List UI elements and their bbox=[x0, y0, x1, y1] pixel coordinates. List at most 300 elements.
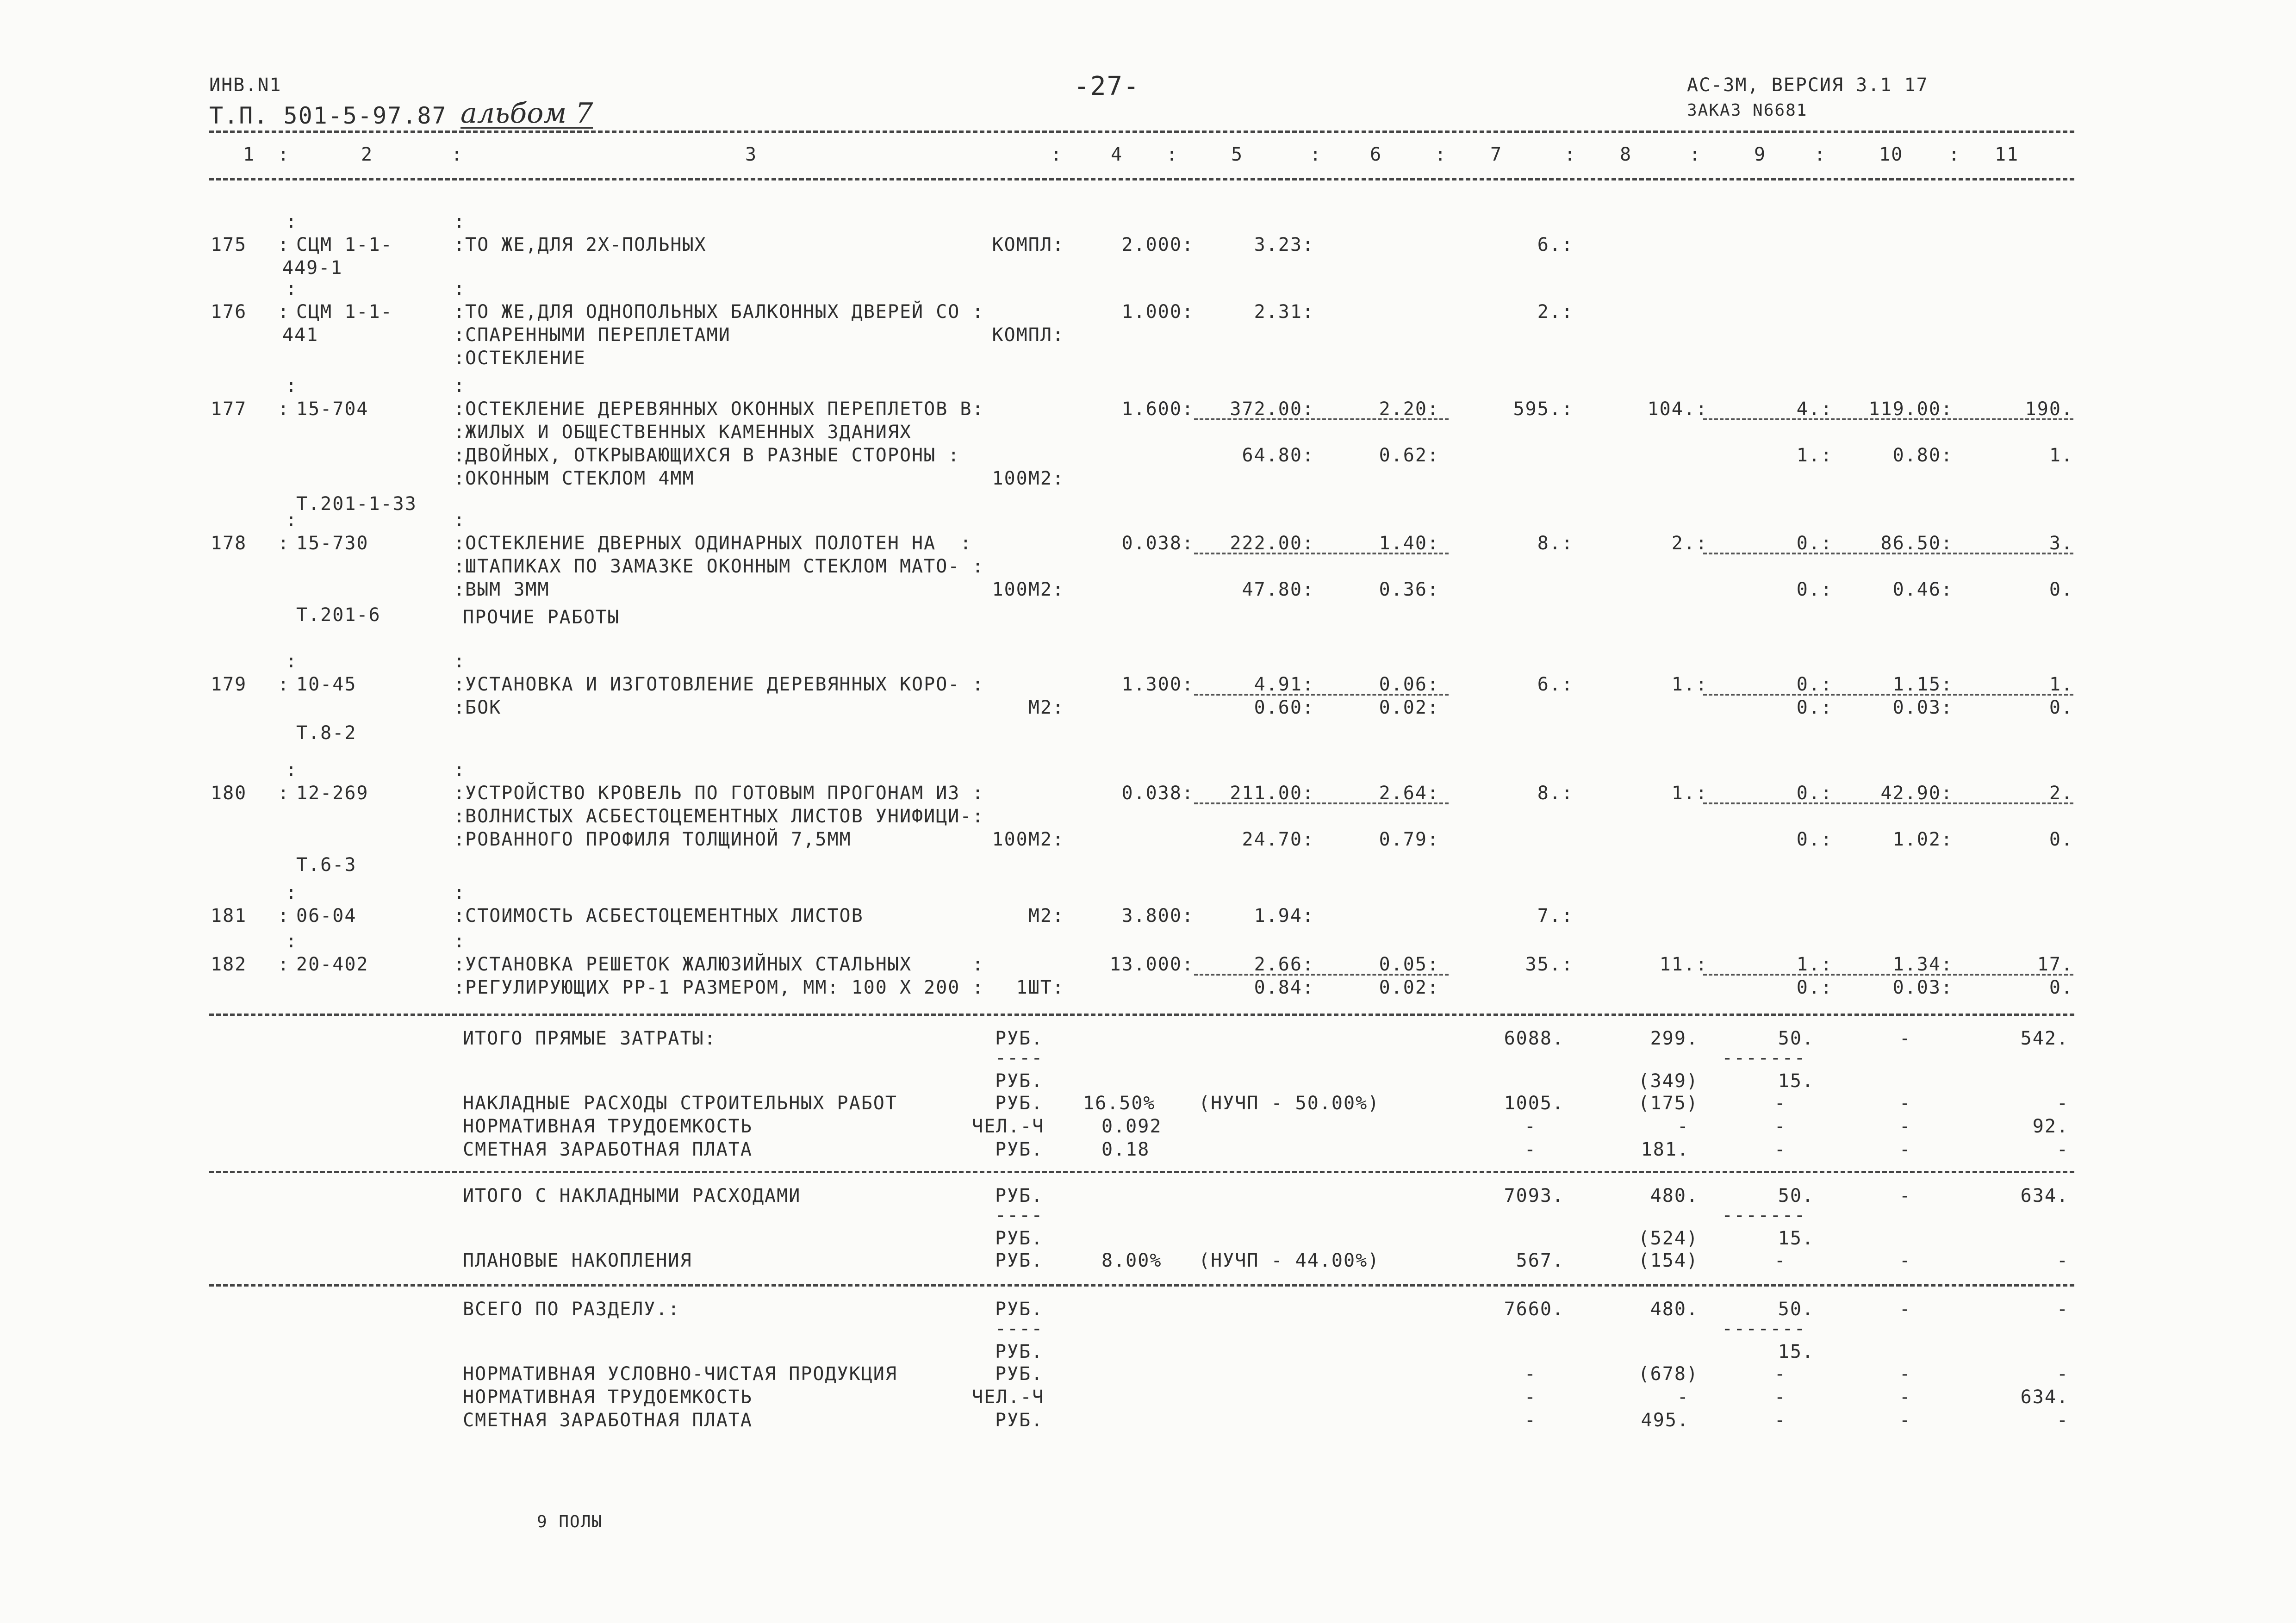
row-description: УСТАНОВКА РЕШЕТОК ЖАЛЮЗИЙНЫХ СТАЛЬНЫХ : bbox=[465, 954, 984, 975]
row-unit-price: 2.31: bbox=[1254, 301, 1314, 323]
project-code: Т.П. 501-5-97.87 bbox=[209, 102, 447, 129]
direct-costs-unit2: РУБ. bbox=[995, 1070, 1044, 1092]
column-separator: : bbox=[1564, 144, 1577, 165]
row-labor-total-2: 1. bbox=[2049, 445, 2073, 466]
direct-c9: 50. bbox=[1778, 1028, 1814, 1049]
row-unit-wage: 0.06: bbox=[1379, 674, 1439, 695]
row-unit-machine: 0.36: bbox=[1379, 579, 1439, 600]
column-separator: : bbox=[451, 144, 464, 165]
row-reference: Т.6-3 bbox=[296, 854, 357, 876]
with-overhead-c11: 634. bbox=[2020, 1185, 2069, 1206]
direct-c9b: 15. bbox=[1778, 1070, 1814, 1092]
overhead-label: НАКЛАДНЫЕ РАСХОДЫ СТРОИТЕЛЬНЫХ РАБОТ bbox=[463, 1093, 897, 1114]
row-labor-total-2: 0. bbox=[2049, 977, 2073, 998]
labor2-c7: - bbox=[1524, 1387, 1537, 1408]
row-total-cost: 8.: bbox=[1537, 783, 1574, 804]
row-description: ШТАПИКАХ ПО ЗАМАЗКЕ ОКОННЫМ СТЕКЛОМ МАТО- : bbox=[465, 556, 984, 577]
row-labor-total: 2. bbox=[2049, 783, 2073, 804]
row-sub-rule bbox=[1194, 694, 1449, 696]
with-overhead-c9: 50. bbox=[1778, 1185, 1814, 1206]
row-colon: : bbox=[454, 324, 466, 346]
row-total-wage: 2.: bbox=[1671, 533, 1708, 554]
row-description: ОКОННЫМ СТЕКЛОМ 4ММ bbox=[465, 468, 695, 489]
album-handwritten: альбом 7 bbox=[460, 97, 593, 130]
section-total-c8: 480. bbox=[1650, 1299, 1699, 1320]
row-quantity: 13.000: bbox=[1109, 954, 1194, 975]
table-end-rule bbox=[209, 1014, 2074, 1016]
direct-c8b: (349) bbox=[1638, 1070, 1699, 1092]
labor-c7: - bbox=[1524, 1116, 1537, 1137]
row-colon: : bbox=[454, 783, 466, 804]
profit-c7: 567. bbox=[1516, 1250, 1564, 1271]
column-separator: : bbox=[1814, 144, 1827, 165]
row-total-wage: 1.: bbox=[1671, 674, 1708, 695]
row-machine-wage: 0.: bbox=[1796, 829, 1833, 850]
row-code: СЦМ 1-1- bbox=[296, 234, 393, 255]
row-unit-machine: 0.02: bbox=[1379, 977, 1439, 998]
wage-label: СМЕТНАЯ ЗАРАБОТНАЯ ПЛАТА bbox=[463, 1139, 753, 1160]
row-code: 449-1 bbox=[282, 257, 343, 279]
row-labor-total: 1. bbox=[2049, 674, 2073, 695]
row-sub-rule bbox=[1703, 802, 2073, 804]
row-unit-price: 372.00: bbox=[1230, 398, 1314, 420]
row-sub-rule bbox=[1703, 418, 2073, 420]
header-rule bbox=[209, 131, 2074, 133]
row-colon: : bbox=[454, 697, 466, 718]
row-unit-wage: 2.20: bbox=[1379, 398, 1439, 420]
row-description: ТО ЖЕ,ДЛЯ 2Х-ПОЛЬНЫХ bbox=[465, 234, 707, 255]
column-header-11: 11 bbox=[1995, 144, 2019, 165]
profit-label: ПЛАНОВЫЕ НАКОПЛЕНИЯ bbox=[463, 1250, 692, 1271]
row-total-cost: 6.: bbox=[1537, 674, 1574, 695]
inventory-number: ИНВ.N1 bbox=[209, 75, 282, 96]
row-colon: : bbox=[454, 977, 466, 998]
row-description: ВОЛНИСТЫХ АСБЕСТОЦЕМЕНТНЫХ ЛИСТОВ УНИФИЦИ-: bbox=[465, 806, 984, 827]
row-unit-price-wage: 24.70: bbox=[1242, 829, 1314, 850]
row-colon: : bbox=[454, 674, 466, 695]
row-number: 178 bbox=[211, 533, 247, 554]
wage2-unit: РУБ. bbox=[995, 1410, 1044, 1431]
row-sub-rule bbox=[1194, 974, 1449, 976]
profit-unit: РУБ. bbox=[995, 1250, 1044, 1271]
row-colon: : bbox=[454, 882, 466, 903]
section-total-unit: РУБ. bbox=[995, 1299, 1044, 1320]
wage-unit: РУБ. bbox=[995, 1139, 1044, 1160]
direct-c7: 6088. bbox=[1504, 1028, 1564, 1049]
overhead-c8: (175) bbox=[1638, 1093, 1699, 1114]
column-header-3: 3 bbox=[745, 144, 758, 165]
labor2-unit: ЧЕЛ.-Ч bbox=[972, 1387, 1045, 1408]
row-number: 180 bbox=[211, 783, 247, 804]
row-unit-price: 222.00: bbox=[1230, 533, 1314, 554]
overhead-c11: - bbox=[2056, 1093, 2069, 1114]
net-product-c10: - bbox=[1899, 1363, 1911, 1385]
with-overhead-c9-sep: ------- bbox=[1722, 1205, 1806, 1226]
row-unit-machine: 0.02: bbox=[1379, 697, 1439, 718]
row-total-cost: 35.: bbox=[1525, 954, 1574, 975]
row-colon: : bbox=[454, 278, 466, 299]
row-colon: : bbox=[454, 533, 466, 554]
wage2-c9: - bbox=[1774, 1410, 1786, 1431]
row-machine-cost: 0.: bbox=[1796, 533, 1833, 554]
row-sub-rule bbox=[1703, 974, 2073, 976]
row-labor-total: 3. bbox=[2049, 533, 2073, 554]
row-labor-unit: 86.50: bbox=[1880, 533, 1953, 554]
row-labor-unit: 1.34: bbox=[1892, 954, 1953, 975]
row-labor-total: 190. bbox=[2025, 398, 2073, 420]
row-total-cost: 595.: bbox=[1513, 398, 1574, 420]
column-separator: : bbox=[1689, 144, 1702, 165]
row-sub-rule bbox=[1194, 418, 1449, 420]
profit-note: (НУЧП - 44.00%) bbox=[1199, 1250, 1380, 1271]
row-unit: КОМПЛ: bbox=[992, 234, 1064, 255]
row-colon: : bbox=[278, 783, 290, 804]
row-code: 12-269 bbox=[296, 783, 369, 804]
row-unit-wage: 0.05: bbox=[1379, 954, 1439, 975]
row-colon: : bbox=[278, 905, 290, 927]
row-description: УСТРОЙСТВО КРОВЕЛЬ ПО ГОТОВЫМ ПРОГОНАМ ИЗ : bbox=[465, 783, 984, 804]
row-unit-price-wage: 0.84: bbox=[1254, 977, 1314, 998]
with-overhead-sep: ---- bbox=[995, 1205, 1044, 1226]
column-separator: : bbox=[278, 144, 290, 165]
net-product-unit: РУБ. bbox=[995, 1363, 1044, 1385]
row-description: ОСТЕКЛЕНИЕ bbox=[465, 348, 586, 369]
row-machine-wage: 1.: bbox=[1796, 445, 1833, 466]
row-number: 182 bbox=[211, 954, 247, 975]
wage2-c8: 495. bbox=[1641, 1410, 1689, 1431]
row-quantity: 1.000: bbox=[1121, 301, 1194, 323]
row-labor-unit: 1.15: bbox=[1892, 674, 1953, 695]
row-colon: : bbox=[278, 398, 290, 420]
section-total-label: ВСЕГО ПО РАЗДЕЛУ.: bbox=[463, 1299, 680, 1320]
row-number: 177 bbox=[211, 398, 247, 420]
row-reference: Т.201-6 bbox=[296, 604, 381, 626]
row-sub-rule bbox=[1194, 802, 1449, 804]
row-colon: : bbox=[278, 234, 290, 255]
row-description: ОСТЕКЛЕНИЕ ДВЕРНЫХ ОДИНАРНЫХ ПОЛОТЕН НА : bbox=[465, 533, 972, 554]
column-header-10: 10 bbox=[1879, 144, 1904, 165]
with-overhead-c7: 7093. bbox=[1504, 1185, 1564, 1206]
row-labor-unit: 119.00: bbox=[1868, 398, 1953, 420]
row-labor-total-2: 0. bbox=[2049, 829, 2073, 850]
direct-c9-sep: ------- bbox=[1722, 1047, 1806, 1069]
row-quantity: 3.800: bbox=[1121, 905, 1194, 927]
row-description: ТО ЖЕ,ДЛЯ ОДНОПОЛЬНЫХ БАЛКОННЫХ ДВЕРЕЙ СО : bbox=[465, 301, 984, 323]
profit-c10: - bbox=[1899, 1250, 1911, 1271]
section-other-works: ПРОЧИЕ РАБОТЫ bbox=[463, 607, 620, 628]
column-separator: : bbox=[1166, 144, 1179, 165]
row-colon: : bbox=[286, 510, 298, 531]
row-unit: 100М2: bbox=[992, 579, 1064, 600]
with-overhead-unit2: РУБ. bbox=[995, 1228, 1044, 1249]
row-labor-total: 17. bbox=[2037, 954, 2073, 975]
row-colon: : bbox=[454, 348, 466, 369]
row-machine-wage: 0.: bbox=[1796, 579, 1833, 600]
row-colon: : bbox=[286, 278, 298, 299]
wage2-c10: - bbox=[1899, 1410, 1911, 1431]
direct-costs-sep: ---- bbox=[995, 1047, 1044, 1069]
wage2-c11: - bbox=[2056, 1410, 2069, 1431]
overhead-unit: РУБ. bbox=[995, 1093, 1044, 1114]
overhead-note: (НУЧП - 50.00%) bbox=[1199, 1093, 1380, 1114]
program-version: АС-3М, ВЕРСИЯ 3.1 17 bbox=[1687, 75, 1929, 96]
row-number: 176 bbox=[211, 301, 247, 323]
row-colon: : bbox=[454, 954, 466, 975]
wage-c10: - bbox=[1899, 1139, 1911, 1160]
column-header-6: 6 bbox=[1370, 144, 1382, 165]
order-number: ЗАКАЗ N6681 bbox=[1687, 101, 1808, 120]
row-colon: : bbox=[454, 806, 466, 827]
row-colon: : bbox=[454, 905, 466, 927]
row-machine-cost: 0.: bbox=[1796, 674, 1833, 695]
wage2-label: СМЕТНАЯ ЗАРАБОТНАЯ ПЛАТА bbox=[463, 1410, 753, 1431]
section-total-sep: ---- bbox=[995, 1318, 1044, 1339]
row-labor-unit-2: 0.46: bbox=[1892, 579, 1953, 600]
wage-c8: 181. bbox=[1641, 1139, 1689, 1160]
labor2-c8: - bbox=[1677, 1387, 1689, 1408]
labor-c8: - bbox=[1677, 1116, 1689, 1137]
row-unit-price: 2.66: bbox=[1254, 954, 1314, 975]
row-labor-total-2: 0. bbox=[2049, 579, 2073, 600]
row-code: СЦМ 1-1- bbox=[296, 301, 393, 323]
row-unit: 1ШТ: bbox=[1016, 977, 1064, 998]
profit-c11: - bbox=[2056, 1250, 2069, 1271]
row-colon: : bbox=[454, 398, 466, 420]
with-overhead-c10: - bbox=[1899, 1185, 1911, 1206]
row-description: РОВАННОГО ПРОФИЛЯ ТОЛЩИНОЙ 7,5ММ bbox=[465, 829, 852, 850]
column-separator: : bbox=[1310, 144, 1322, 165]
row-description: РЕГУЛИРУЮЩИХ РР-1 РАЗМЕРОМ, ММ: 100 Х 200 : bbox=[465, 977, 984, 998]
row-code: 441 bbox=[282, 324, 319, 346]
row-code: 06-04 bbox=[296, 905, 357, 927]
section-total-c9-sep: ------- bbox=[1722, 1318, 1806, 1339]
labor-val: 0.092 bbox=[1101, 1116, 1162, 1137]
column-header-1: 1 bbox=[243, 144, 255, 165]
row-code: 10-45 bbox=[296, 674, 357, 695]
row-unit-price-wage: 64.80: bbox=[1242, 445, 1314, 466]
labor2-c10: - bbox=[1899, 1387, 1911, 1408]
with-overhead-label: ИТОГО С НАКЛАДНЫМИ РАСХОДАМИ bbox=[463, 1185, 801, 1206]
row-number: 181 bbox=[211, 905, 247, 927]
row-total-wage: 11.: bbox=[1659, 954, 1708, 975]
row-description: СПАРЕННЫМИ ПЕРЕПЛЕТАМИ bbox=[465, 324, 731, 346]
column-separator: : bbox=[1435, 144, 1447, 165]
row-code: 15-730 bbox=[296, 533, 369, 554]
row-number: 179 bbox=[211, 674, 247, 695]
row-machine-cost: 4.: bbox=[1796, 398, 1833, 420]
row-quantity: 2.000: bbox=[1121, 234, 1194, 255]
net-product-c11: - bbox=[2056, 1363, 2069, 1385]
net-product-c8: (678) bbox=[1638, 1363, 1699, 1385]
direct-costs-label: ИТОГО ПРЯМЫЕ ЗАТРАТЫ: bbox=[463, 1028, 716, 1049]
overhead-c10: - bbox=[1899, 1093, 1911, 1114]
column-separator: : bbox=[1948, 144, 1961, 165]
row-colon: : bbox=[454, 759, 466, 781]
row-colon: : bbox=[454, 445, 466, 466]
section-total-unit2: РУБ. bbox=[995, 1341, 1044, 1362]
profit-c8: (154) bbox=[1638, 1250, 1699, 1271]
row-colon: : bbox=[454, 234, 466, 255]
labor-c11: 92. bbox=[2032, 1116, 2069, 1137]
row-colon: : bbox=[454, 422, 466, 443]
row-colon: : bbox=[454, 651, 466, 672]
row-labor-unit: 42.90: bbox=[1880, 783, 1953, 804]
row-code: 20-402 bbox=[296, 954, 369, 975]
section-total-c11: - bbox=[2056, 1299, 2069, 1320]
row-sub-rule bbox=[1703, 553, 2073, 554]
row-unit-machine: 0.79: bbox=[1379, 829, 1439, 850]
row-unit-price: 1.94: bbox=[1254, 905, 1314, 927]
column-separator: : bbox=[1051, 144, 1063, 165]
column-header-4: 4 bbox=[1111, 144, 1123, 165]
row-machine-cost: 1.: bbox=[1796, 954, 1833, 975]
net-product-c7: - bbox=[1524, 1363, 1537, 1385]
labor2-c9: - bbox=[1774, 1387, 1786, 1408]
column-header-8: 8 bbox=[1620, 144, 1632, 165]
row-description: ВЫМ 3ММ bbox=[465, 579, 550, 600]
row-colon: : bbox=[454, 211, 466, 232]
row-colon: : bbox=[454, 375, 466, 397]
with-overhead-c8b: (524) bbox=[1638, 1228, 1699, 1249]
overhead-pct: 16.50% bbox=[1083, 1093, 1156, 1114]
row-colon: : bbox=[454, 829, 466, 850]
row-sub-rule bbox=[1194, 553, 1449, 554]
row-unit: 100М2: bbox=[992, 829, 1064, 850]
row-colon: : bbox=[278, 301, 290, 323]
labor2-label: НОРМАТИВНАЯ ТРУДОЕМКОСТЬ bbox=[463, 1387, 753, 1408]
row-labor-unit-2: 0.80: bbox=[1892, 445, 1953, 466]
overhead-end-rule bbox=[209, 1171, 2074, 1173]
row-unit: М2: bbox=[1028, 905, 1064, 927]
net-product-label: НОРМАТИВНАЯ УСЛОВНО-ЧИСТАЯ ПРОДУКЦИЯ bbox=[463, 1363, 897, 1385]
row-unit-wage: 2.64: bbox=[1379, 783, 1439, 804]
direct-costs-unit: РУБ. bbox=[995, 1028, 1044, 1049]
direct-c10: - bbox=[1899, 1028, 1911, 1049]
wage-c11: - bbox=[2056, 1139, 2069, 1160]
row-total-cost: 7.: bbox=[1537, 905, 1574, 927]
with-overhead-c8: 480. bbox=[1650, 1185, 1699, 1206]
overhead-c9: - bbox=[1774, 1093, 1786, 1114]
row-description: СТОИМОСТЬ АСБЕСТОЦЕМЕНТНЫХ ЛИСТОВ bbox=[465, 905, 864, 927]
row-machine-wage: 0.: bbox=[1796, 977, 1833, 998]
direct-c11: 542. bbox=[2020, 1028, 2069, 1049]
row-description: ЖИЛЫХ И ОБЩЕСТВЕННЫХ КАМЕННЫХ ЗДАНИЯХ bbox=[465, 422, 912, 443]
row-reference: Т.8-2 bbox=[296, 722, 357, 744]
row-unit-price: 4.91: bbox=[1254, 674, 1314, 695]
row-unit-price: 3.23: bbox=[1254, 234, 1314, 255]
row-colon: : bbox=[454, 931, 466, 952]
wage-c9: - bbox=[1774, 1139, 1786, 1160]
row-quantity: 1.300: bbox=[1121, 674, 1194, 695]
row-description: БОК bbox=[465, 697, 502, 718]
column-header-2: 2 bbox=[361, 144, 373, 165]
row-total-wage: 1.: bbox=[1671, 783, 1708, 804]
row-colon: : bbox=[454, 579, 466, 600]
row-description: ОСТЕКЛЕНИЕ ДЕРЕВЯННЫХ ОКОННЫХ ПЕРЕПЛЕТОВ В: bbox=[465, 398, 984, 420]
row-unit-price-wage: 47.80: bbox=[1242, 579, 1314, 600]
row-machine-wage: 0.: bbox=[1796, 697, 1833, 718]
profit-c9: - bbox=[1774, 1250, 1786, 1271]
row-quantity: 0.038: bbox=[1121, 783, 1194, 804]
profit-pct: 8.00% bbox=[1101, 1250, 1162, 1271]
row-description: УСТАНОВКА И ИЗГОТОВЛЕНИЕ ДЕРЕВЯННЫХ КОРО- : bbox=[465, 674, 984, 695]
profit-end-rule bbox=[209, 1284, 2074, 1287]
column-header-5: 5 bbox=[1231, 144, 1244, 165]
row-unit-wage: 1.40: bbox=[1379, 533, 1439, 554]
overhead-c7: 1005. bbox=[1504, 1093, 1564, 1114]
row-code: 15-704 bbox=[296, 398, 369, 420]
row-unit-price: 211.00: bbox=[1230, 783, 1314, 804]
row-sub-rule bbox=[1703, 694, 2073, 696]
row-colon: : bbox=[286, 759, 298, 781]
page-number: -27- bbox=[1074, 71, 1140, 101]
section-total-c10: - bbox=[1899, 1299, 1911, 1320]
row-total-cost: 2.: bbox=[1537, 301, 1574, 323]
with-overhead-c9b: 15. bbox=[1778, 1228, 1814, 1249]
row-labor-unit-2: 0.03: bbox=[1892, 977, 1953, 998]
direct-c8: 299. bbox=[1650, 1028, 1699, 1049]
row-colon: : bbox=[286, 651, 298, 672]
wage-val: 0.18 bbox=[1101, 1139, 1150, 1160]
row-colon: : bbox=[454, 468, 466, 489]
row-unit: 100М2: bbox=[992, 468, 1064, 489]
labor-c10: - bbox=[1899, 1116, 1911, 1137]
with-overhead-unit: РУБ. bbox=[995, 1185, 1044, 1206]
row-reference: Т.201-1-33 bbox=[296, 493, 417, 515]
row-unit: КОМПЛ: bbox=[992, 324, 1064, 346]
next-section-title: 9 ПОЛЫ bbox=[537, 1512, 603, 1531]
row-colon: : bbox=[278, 954, 290, 975]
row-machine-cost: 0.: bbox=[1796, 783, 1833, 804]
section-total-c9b: 15. bbox=[1778, 1341, 1814, 1362]
row-colon: : bbox=[278, 533, 290, 554]
row-unit: М2: bbox=[1028, 697, 1064, 718]
labor-label: НОРМАТИВНАЯ ТРУДОЕМКОСТЬ bbox=[463, 1116, 753, 1137]
row-quantity: 0.038: bbox=[1121, 533, 1194, 554]
row-quantity: 1.600: bbox=[1121, 398, 1194, 420]
row-description: ДВОЙНЫХ, ОТКРЫВАЮЩИХСЯ В РАЗНЫЕ СТОРОНЫ : bbox=[465, 445, 960, 466]
wage2-c7: - bbox=[1524, 1410, 1537, 1431]
labor2-c11: 634. bbox=[2020, 1387, 2069, 1408]
row-colon: : bbox=[286, 375, 298, 397]
section-total-c7: 7660. bbox=[1504, 1299, 1564, 1320]
column-header-7: 7 bbox=[1490, 144, 1503, 165]
row-number: 175 bbox=[211, 234, 247, 255]
row-colon: : bbox=[454, 556, 466, 577]
row-colon: : bbox=[454, 510, 466, 531]
row-labor-total-2: 0. bbox=[2049, 697, 2073, 718]
row-colon: : bbox=[286, 882, 298, 903]
column-header-rule bbox=[209, 178, 2074, 180]
row-unit-machine: 0.62: bbox=[1379, 445, 1439, 466]
labor-unit: ЧЕЛ.-Ч bbox=[972, 1116, 1045, 1137]
section-total-c9: 50. bbox=[1778, 1299, 1814, 1320]
row-colon: : bbox=[278, 674, 290, 695]
wage-c7: - bbox=[1524, 1139, 1537, 1160]
row-total-cost: 8.: bbox=[1537, 533, 1574, 554]
row-total-cost: 6.: bbox=[1537, 234, 1574, 255]
net-product-c9: - bbox=[1774, 1363, 1786, 1385]
row-labor-unit-2: 0.03: bbox=[1892, 697, 1953, 718]
row-labor-unit-2: 1.02: bbox=[1892, 829, 1953, 850]
row-colon: : bbox=[454, 301, 466, 323]
row-unit-price-wage: 0.60: bbox=[1254, 697, 1314, 718]
row-total-wage: 104.: bbox=[1647, 398, 1708, 420]
row-colon: : bbox=[286, 211, 298, 232]
row-colon: : bbox=[286, 931, 298, 952]
column-header-9: 9 bbox=[1754, 144, 1767, 165]
labor-c9: - bbox=[1774, 1116, 1786, 1137]
